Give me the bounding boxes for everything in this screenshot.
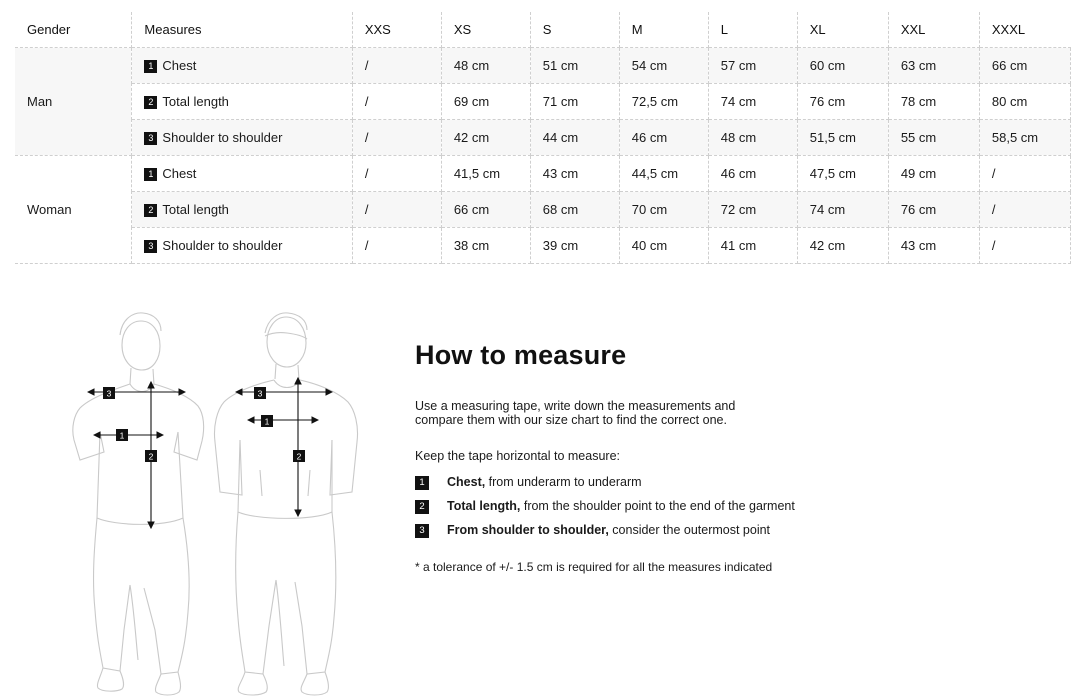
cell-value: / <box>352 120 441 156</box>
column-header-xxl: XXL <box>888 12 979 48</box>
cell-value: 74 cm <box>797 192 888 228</box>
measure-definition-list <box>415 475 975 538</box>
cell-value: 49 cm <box>888 156 979 192</box>
cell-value: 48 cm <box>708 120 797 156</box>
cell-value: / <box>979 192 1070 228</box>
table-row <box>15 192 1071 228</box>
cell-value: / <box>352 84 441 120</box>
size-chart-container <box>15 12 1071 264</box>
marker-badge: 2 <box>144 204 157 217</box>
marker-badge: 3 <box>144 132 157 145</box>
table-row <box>15 48 1071 84</box>
column-header-gender: Gender <box>15 12 132 48</box>
list-item-desc: consider the outermost point <box>608 523 771 537</box>
cell-value: / <box>352 48 441 84</box>
cell-value: / <box>352 156 441 192</box>
cell-value: 44 cm <box>530 120 619 156</box>
cell-value: 54 cm <box>619 48 708 84</box>
cell-value: 72 cm <box>708 192 797 228</box>
column-header-s: S <box>530 12 619 48</box>
how-to-measure-section <box>415 340 975 574</box>
cell-value: 69 cm <box>441 84 530 120</box>
gender-cell-man: Man <box>15 48 132 156</box>
list-item-term: Total length, <box>447 499 521 513</box>
column-header-m: M <box>619 12 708 48</box>
cell-value: 38 cm <box>441 228 530 264</box>
tolerance-note: * a tolerance of +/- 1.5 cm is required for all the measures indicated <box>415 560 773 574</box>
gender-cell-woman: Woman <box>15 156 132 264</box>
measure-cell <box>132 48 352 84</box>
how-to-measure-subtitle: Keep the tape horizontal to measure: <box>415 449 620 463</box>
cell-value: 43 cm <box>888 228 979 264</box>
list-item <box>415 475 975 490</box>
list-item-desc: from underarm to underarm <box>485 475 642 489</box>
tshirt-measure-arrows <box>88 382 185 528</box>
cell-value: 68 cm <box>530 192 619 228</box>
how-to-measure-title: How to measure <box>415 340 627 370</box>
column-header-xxs: XXS <box>352 12 441 48</box>
marker-badge: 3 <box>415 524 429 538</box>
svg-text:3: 3 <box>106 388 112 399</box>
list-item-text <box>447 475 642 489</box>
cell-value: 66 cm <box>441 192 530 228</box>
table-row <box>15 84 1071 120</box>
column-header-xs: XS <box>441 12 530 48</box>
cell-value: 60 cm <box>797 48 888 84</box>
list-item-text <box>447 499 795 513</box>
measure-label: Shoulder to shoulder <box>162 238 283 254</box>
cell-value: 47,5 cm <box>797 156 888 192</box>
tshirt-marker-badges <box>103 387 157 462</box>
cell-value: 42 cm <box>441 120 530 156</box>
cell-value: 72,5 cm <box>619 84 708 120</box>
tshirt-figure-illustration <box>73 313 204 695</box>
marker-badge: 2 <box>144 96 157 109</box>
cell-value: 70 cm <box>619 192 708 228</box>
table-header-row <box>15 12 1071 48</box>
list-item-text <box>447 523 770 537</box>
measure-cell <box>132 156 352 192</box>
cell-value: 41,5 cm <box>441 156 530 192</box>
cell-value: 48 cm <box>441 48 530 84</box>
cell-value: 39 cm <box>530 228 619 264</box>
sweatshirt-measure-arrows <box>236 378 332 516</box>
cell-value: 76 cm <box>797 84 888 120</box>
cell-value: 78 cm <box>888 84 979 120</box>
svg-text:1: 1 <box>264 416 270 427</box>
cell-value: 51,5 cm <box>797 120 888 156</box>
column-header-xxxl: XXXL <box>979 12 1070 48</box>
cell-value: 58,5 cm <box>979 120 1070 156</box>
svg-text:2: 2 <box>296 451 302 462</box>
cell-value: 57 cm <box>708 48 797 84</box>
table-row <box>15 228 1071 264</box>
measure-cell <box>132 84 352 120</box>
list-item-term: From shoulder to shoulder, <box>447 523 609 537</box>
cell-value: / <box>352 228 441 264</box>
list-item-desc: from the shoulder point to the end of the garment <box>520 499 795 513</box>
cell-value: 42 cm <box>797 228 888 264</box>
sweatshirt-marker-badges <box>254 387 305 462</box>
cell-value: 80 cm <box>979 84 1070 120</box>
marker-badge: 2 <box>415 500 429 514</box>
column-header-l: L <box>708 12 797 48</box>
list-item <box>415 499 975 514</box>
cell-value: 41 cm <box>708 228 797 264</box>
cell-value: 71 cm <box>530 84 619 120</box>
measure-cell <box>132 228 352 264</box>
svg-text:3: 3 <box>257 388 263 399</box>
measure-cell <box>132 120 352 156</box>
garment-illustrations <box>60 300 400 697</box>
measure-label: Total length <box>162 202 229 218</box>
marker-badge: 3 <box>144 240 157 253</box>
measure-label: Chest <box>162 166 197 182</box>
cell-value: 46 cm <box>619 120 708 156</box>
cell-value: 66 cm <box>979 48 1070 84</box>
cell-value: / <box>979 156 1070 192</box>
list-item-term: Chest, <box>447 475 486 489</box>
column-header-xl: XL <box>797 12 888 48</box>
cell-value: 43 cm <box>530 156 619 192</box>
measure-label: Chest <box>162 58 197 74</box>
measure-cell <box>132 192 352 228</box>
list-item <box>415 523 975 538</box>
cell-value: 55 cm <box>888 120 979 156</box>
marker-badge: 1 <box>144 168 157 181</box>
cell-value: 46 cm <box>708 156 797 192</box>
cell-value: 44,5 cm <box>619 156 708 192</box>
svg-text:2: 2 <box>148 451 154 462</box>
sweatshirt-figure-illustration <box>214 313 357 695</box>
cell-value: 76 cm <box>888 192 979 228</box>
svg-text:1: 1 <box>119 430 125 441</box>
cell-value: 51 cm <box>530 48 619 84</box>
size-chart-table <box>15 12 1071 264</box>
cell-value: 63 cm <box>888 48 979 84</box>
measure-label: Total length <box>162 94 229 110</box>
measure-label: Shoulder to shoulder <box>162 130 283 146</box>
cell-value: 40 cm <box>619 228 708 264</box>
table-row <box>15 156 1071 192</box>
marker-badge: 1 <box>144 60 157 73</box>
cell-value: / <box>979 228 1070 264</box>
how-to-measure-intro: Use a measuring tape, write down the measurements and compare them with our size chart to find the correct one. <box>415 399 736 427</box>
table-row <box>15 120 1071 156</box>
cell-value: / <box>352 192 441 228</box>
marker-badge: 1 <box>415 476 429 490</box>
cell-value: 74 cm <box>708 84 797 120</box>
column-header-measures: Measures <box>132 12 352 48</box>
